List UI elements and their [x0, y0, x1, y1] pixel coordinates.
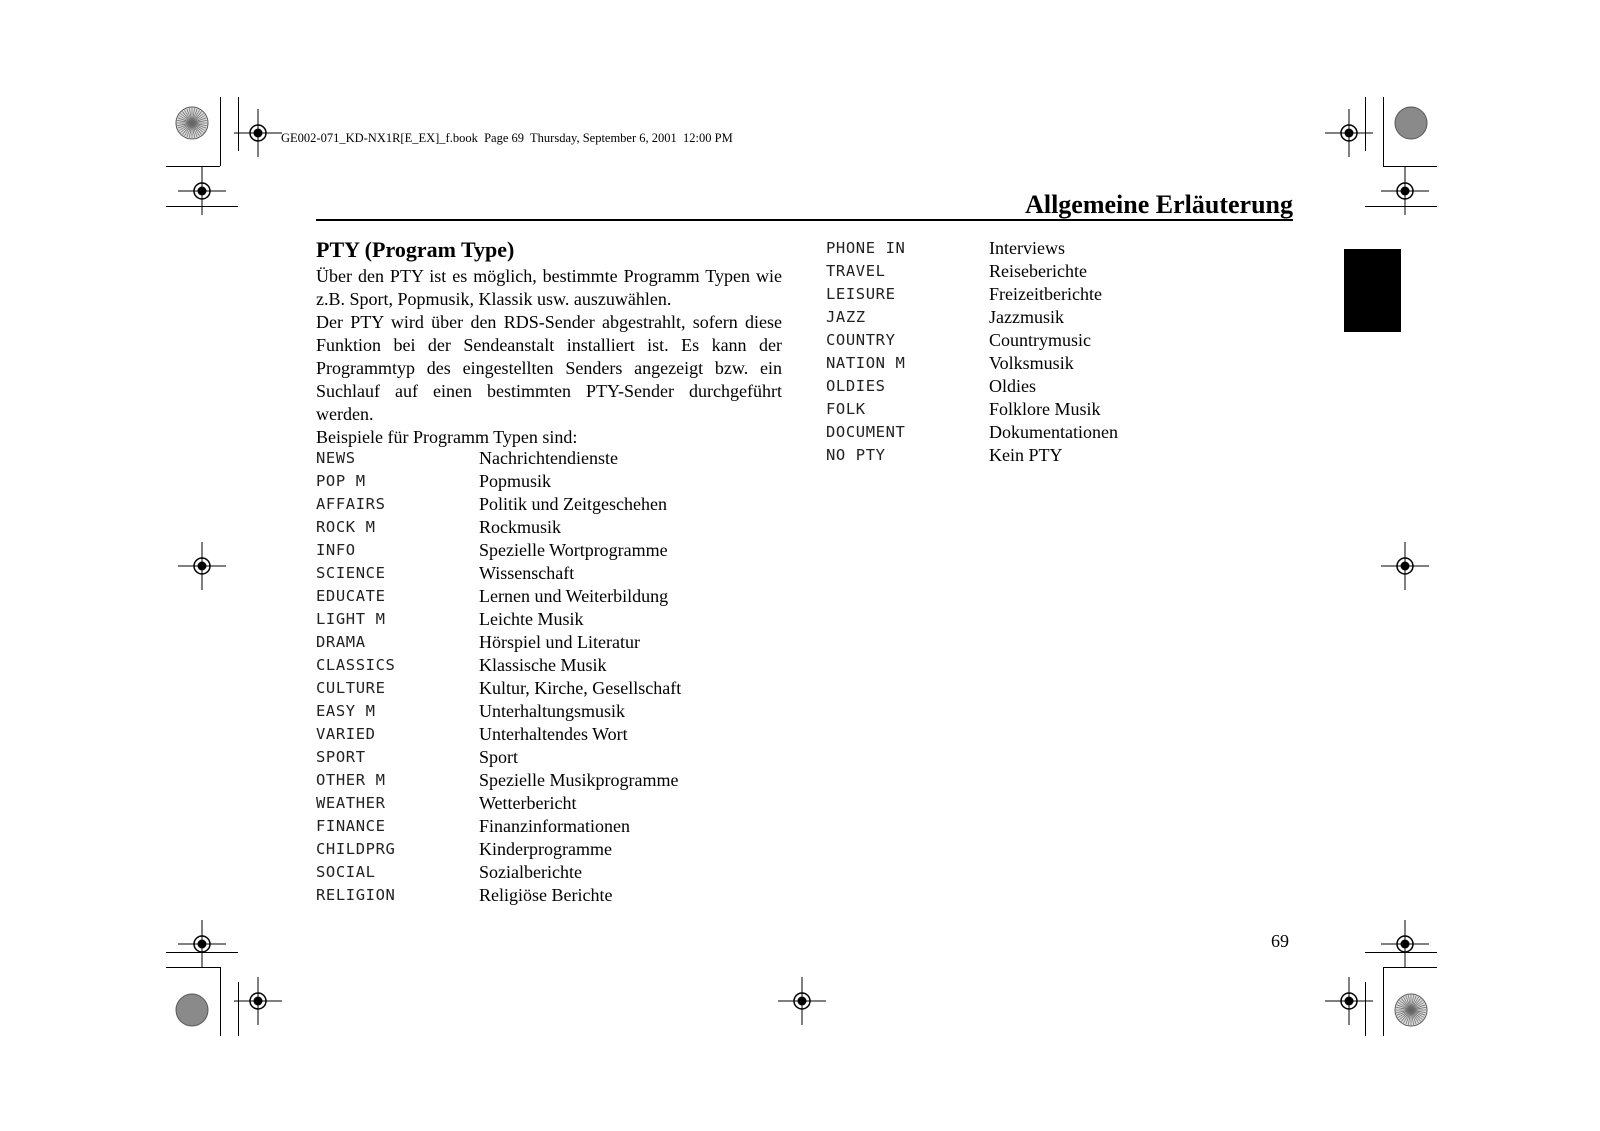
registration-target-icon	[178, 920, 226, 968]
pty-type-row	[316, 861, 756, 884]
starburst-target-icon	[176, 107, 208, 139]
pty-type-row	[316, 815, 756, 838]
intro-paragraph: Über den PTY ist es möglich, bestimmte Programm Typen wie z.B. Sport, Popmusik, Klassik usw. auszuwählen.	[316, 266, 782, 309]
pty-code: FINANCE	[316, 817, 386, 835]
file-header: GE002-071_KD-NX1R[E_EX]_f.book Page 69 Thursday, September 6, 2001 12:00 PM	[281, 131, 733, 145]
pty-code: OTHER M	[316, 771, 386, 789]
pty-type-row	[316, 608, 756, 631]
pty-description: Reiseberichte	[989, 261, 1087, 281]
registration-target-icon	[234, 109, 282, 157]
pty-intro	[316, 265, 782, 449]
gray-target-icon	[1395, 107, 1427, 139]
pty-description: Lernen und Weiterbildung	[479, 586, 669, 606]
pty-type-row	[826, 260, 1266, 283]
registration-target-icon	[778, 977, 826, 1025]
pty-type-row	[316, 493, 756, 516]
section-title: Allgemeine Erläuterung	[1025, 190, 1293, 219]
pty-type-row	[316, 631, 756, 654]
pty-code: WEATHER	[316, 794, 386, 812]
pty-code: DOCUMENT	[826, 423, 906, 441]
pty-description: Countrymusic	[989, 330, 1091, 350]
pty-type-row	[826, 352, 1266, 375]
pty-type-row	[826, 329, 1266, 352]
intro-paragraph: Beispiele für Programm Typen sind:	[316, 427, 578, 447]
registration-target-icon	[1325, 109, 1373, 157]
pty-description: Hörspiel und Literatur	[479, 632, 640, 652]
pty-description: Sozialberichte	[479, 862, 582, 882]
pty-description: Interviews	[989, 238, 1065, 258]
pty-code: SOCIAL	[316, 863, 376, 881]
pty-description: Rockmusik	[479, 517, 562, 537]
pty-description: Wetterbericht	[479, 793, 577, 813]
pty-description: Kein PTY	[989, 445, 1063, 465]
pty-description: Klassische Musik	[479, 655, 607, 675]
pty-code: PHONE IN	[826, 239, 906, 257]
pty-type-list-left	[316, 447, 756, 907]
pty-type-row	[826, 283, 1266, 306]
pty-description: Kinderprogramme	[479, 839, 612, 859]
pty-type-row	[316, 447, 756, 470]
pty-code: EASY M	[316, 702, 376, 720]
pty-type-row	[316, 562, 756, 585]
pty-code: LEISURE	[826, 285, 896, 303]
pty-code: OLDIES	[826, 377, 886, 395]
registration-target-icon	[178, 542, 226, 590]
pty-description: Dokumentationen	[989, 422, 1118, 442]
pty-type-row	[316, 539, 756, 562]
pty-code: NEWS	[316, 449, 356, 467]
registration-target-icon	[1381, 920, 1429, 968]
pty-code: TRAVEL	[826, 262, 886, 280]
registration-target-icon	[1381, 542, 1429, 590]
header-rule	[316, 219, 1293, 221]
pty-description: Leichte Musik	[479, 609, 584, 629]
pty-code: DRAMA	[316, 633, 366, 651]
pty-type-row	[316, 516, 756, 539]
pty-type-row	[316, 792, 756, 815]
pty-type-row	[826, 398, 1266, 421]
pty-code: CHILDPRG	[316, 840, 396, 858]
pty-code: EDUCATE	[316, 587, 386, 605]
pty-description: Spezielle Wortprogramme	[479, 540, 668, 560]
starburst-target-icon	[1395, 994, 1427, 1026]
pty-code: ROCK M	[316, 518, 376, 536]
pty-type-row	[316, 677, 756, 700]
pty-description: Politik und Zeitgeschehen	[479, 494, 667, 514]
pty-description: Spezielle Musikprogramme	[479, 770, 679, 790]
pty-type-row	[826, 444, 1266, 467]
pty-type-row	[316, 884, 756, 907]
pty-code: RELIGION	[316, 886, 396, 904]
pty-type-list-right	[826, 237, 1266, 467]
pty-type-row	[826, 237, 1266, 260]
pty-code: NO PTY	[826, 446, 886, 464]
pty-code: AFFAIRS	[316, 495, 386, 513]
pty-description: Volksmusik	[989, 353, 1074, 373]
pty-code: FOLK	[826, 400, 866, 418]
pty-description: Oldies	[989, 376, 1036, 396]
pty-description: Unterhaltungsmusik	[479, 701, 625, 721]
pty-description: Folklore Musik	[989, 399, 1101, 419]
registration-target-icon	[178, 167, 226, 215]
pty-description: Kultur, Kirche, Gesellschaft	[479, 678, 682, 698]
pty-code: POP M	[316, 472, 366, 490]
pty-code: CULTURE	[316, 679, 386, 697]
pty-code: CLASSICS	[316, 656, 396, 674]
gray-target-icon	[176, 994, 208, 1026]
intro-paragraph: Der PTY wird über den RDS-Sender abgestrahlt, sofern diese Funktion bei der Sendeanstalt installiert ist. Es kann der Programmtyp des eingestellten Senders angezeigt bzw. ein Suchlauf auf einen bestimmten PTY-Sender durchgeführt werden.	[316, 312, 782, 424]
pty-type-row	[316, 470, 756, 493]
pty-code: LIGHT M	[316, 610, 386, 628]
pty-type-row	[316, 700, 756, 723]
side-tab	[1344, 249, 1401, 332]
pty-type-row	[316, 769, 756, 792]
pty-description: Unterhaltendes Wort	[479, 724, 628, 744]
pty-code: SPORT	[316, 748, 366, 766]
registration-target-icon	[1325, 977, 1373, 1025]
pty-description: Finanzinformationen	[479, 816, 630, 836]
registration-target-icon	[1381, 167, 1429, 215]
pty-description: Sport	[479, 747, 519, 767]
pty-type-row	[316, 838, 756, 861]
pty-code: SCIENCE	[316, 564, 386, 582]
pty-code: VARIED	[316, 725, 376, 743]
pty-code: COUNTRY	[826, 331, 896, 349]
pty-type-row	[316, 746, 756, 769]
pty-type-row	[316, 585, 756, 608]
pty-description: Nachrichtendienste	[479, 448, 618, 468]
pty-type-row	[826, 375, 1266, 398]
pty-type-row	[316, 654, 756, 677]
pty-description: Wissenschaft	[479, 563, 575, 583]
pty-type-row	[826, 306, 1266, 329]
pty-heading: PTY (Program Type)	[316, 237, 515, 262]
pty-description: Freizeitberichte	[989, 284, 1102, 304]
pty-description: Religiöse Berichte	[479, 885, 613, 905]
pty-code: JAZZ	[826, 308, 866, 326]
pty-description: Jazzmusik	[989, 307, 1064, 327]
pty-code: NATION M	[826, 354, 906, 372]
pty-description: Popmusik	[479, 471, 552, 491]
page-number: 69	[1271, 931, 1289, 951]
pty-code: INFO	[316, 541, 356, 559]
pty-type-row	[316, 723, 756, 746]
registration-target-icon	[234, 977, 282, 1025]
pty-type-row	[826, 421, 1266, 444]
